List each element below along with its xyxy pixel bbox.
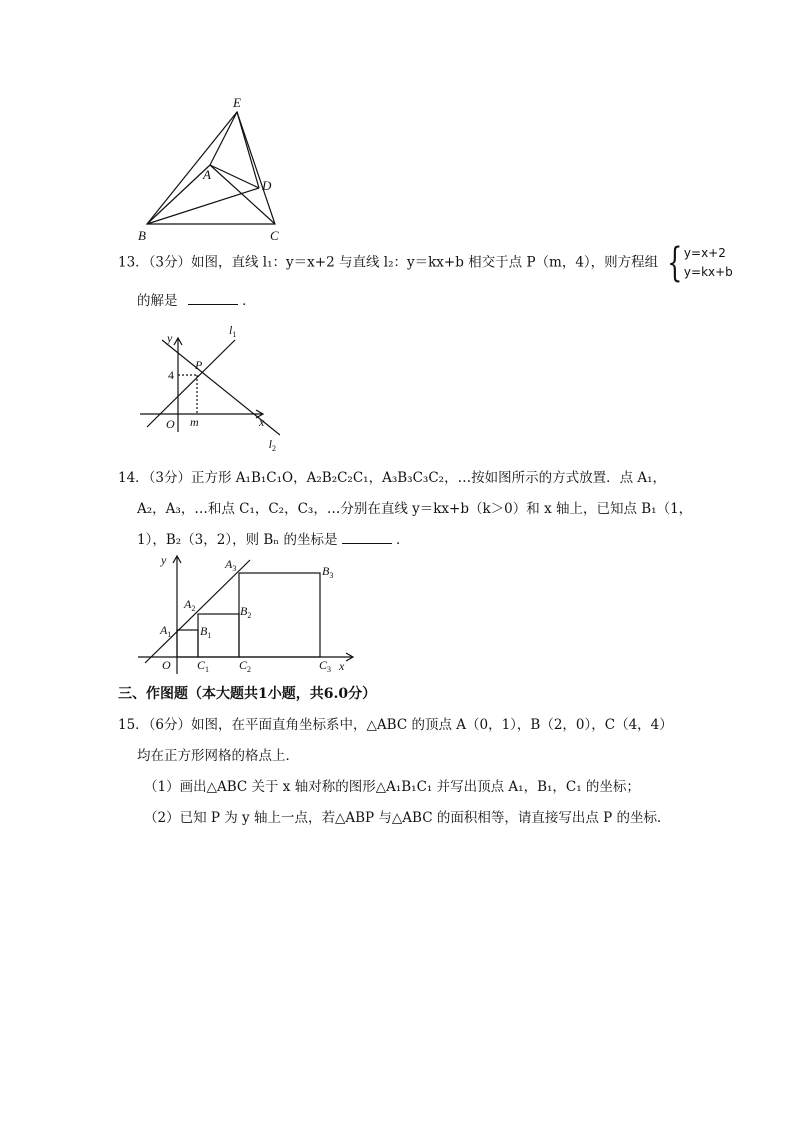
label-c1: $C_1$ xyxy=(197,658,210,674)
section-title-3: 三、作图题（本大题共1小题，共6.0分） xyxy=(118,686,377,702)
label-d: D xyxy=(262,178,272,193)
q13-text-line2: 的解是 xyxy=(137,293,178,309)
label-e: E xyxy=(233,95,241,110)
label-b: B xyxy=(138,228,146,243)
question-14 xyxy=(118,468,666,488)
q13-equation-1: y=x+2 xyxy=(683,246,726,260)
squares-figure-q14 xyxy=(135,548,360,676)
q13-text-line1: 13．（3分）如图，直线 l₁：y＝x+2 与直线 l₂：y＝kx+b 相交于点 P（m，4），则方程组 xyxy=(118,254,659,271)
label-origin: O xyxy=(166,417,175,431)
q13-equation-2: y=kx+b xyxy=(683,265,733,279)
label-four: 4 xyxy=(168,368,174,382)
q15-text-line1: 15．（6分）如图，在平面直角坐标系中，△ABC 的顶点 A（0，1），B（2，0），C（4，4） xyxy=(118,717,673,733)
label-c: C xyxy=(270,228,279,243)
label-a: A xyxy=(203,167,211,182)
segment-ed xyxy=(237,112,259,188)
question-13-line2: 的解是 ． xyxy=(137,290,256,311)
q14-text-line2: A₂，A₃，…和点 C₁，C₂，C₃，…分别在直线 y＝kx+b（k＞0）和 x 轴上，已知点 B₁（1， xyxy=(137,501,693,517)
label-y: y xyxy=(167,331,173,345)
question-15-part1 xyxy=(144,777,640,797)
question-14-line3: 1），B₂（3，2），则 Bₙ 的坐标是 ． xyxy=(137,529,410,550)
segment-ba xyxy=(147,165,210,224)
label-a1: $A_1$ xyxy=(160,623,172,639)
segment-bd xyxy=(147,188,259,224)
label-b2: $B_2$ xyxy=(240,604,252,620)
graph-figure-q13 xyxy=(135,320,280,455)
label-origin: O xyxy=(162,658,171,672)
question-15 xyxy=(118,715,673,735)
label-y: y xyxy=(161,553,167,567)
label-x: x xyxy=(339,659,345,673)
label-a3: $A_3$ xyxy=(225,557,237,573)
label-m: m xyxy=(190,415,199,429)
q14-answer-blank xyxy=(342,529,392,544)
question-13 xyxy=(118,240,733,286)
q15-text-part1: （1）画出△ABC 关于 x 轴对称的图形△A₁B₁C₁ 并写出顶点 A₁，B₁，C₁ 的坐标； xyxy=(144,779,640,795)
question-15-part2 xyxy=(144,808,670,828)
question-15-line2 xyxy=(137,746,299,766)
label-x: x xyxy=(259,415,265,429)
q13-answer-blank xyxy=(188,290,238,305)
label-c2: $C_2$ xyxy=(239,658,252,674)
label-l2: $l_2$ xyxy=(268,437,276,453)
segment-ad xyxy=(210,165,259,188)
triangle-figure-q12 xyxy=(135,92,295,244)
label-p: P xyxy=(195,358,203,372)
q15-text-part2: （2）已知 P 为 y 轴上一点，若△ABP 与△ABC 的面积相等，请直接写出点 P 的坐标． xyxy=(144,810,671,826)
question-14-line2 xyxy=(137,499,692,519)
q14-text-line1: 14．（3分）正方形 A₁B₁C₁O，A₂B₂C₂C₁，A₃B₃C₃C₂，…按如图所示的方式放置．点 A₁， xyxy=(118,470,667,486)
label-l1: $l_1$ xyxy=(229,323,237,339)
q14-text-line3: 1），B₂（3，2），则 Bₙ 的坐标是 xyxy=(137,532,338,548)
label-a2: $A_2$ xyxy=(184,597,196,613)
q15-text-line2: 均在正方形网格的格点上． xyxy=(137,748,299,764)
label-b3: $B_3$ xyxy=(322,564,334,580)
q13-equation-system: { y=x+2 y=kx+b xyxy=(667,240,733,286)
square-1 xyxy=(177,630,198,657)
label-b1: $B_1$ xyxy=(200,624,212,640)
label-c3: $C_3$ xyxy=(319,658,332,674)
segment-ea xyxy=(210,112,237,165)
